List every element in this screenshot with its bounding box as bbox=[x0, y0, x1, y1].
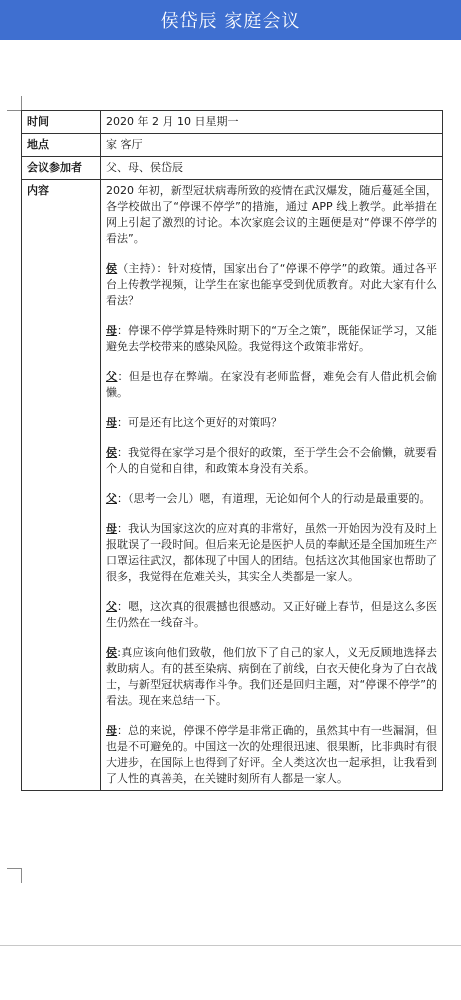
speaker-name: 母 bbox=[106, 324, 118, 337]
label-time: 时间 bbox=[22, 111, 101, 134]
table-row-participants bbox=[22, 157, 443, 180]
speaker-name: 父 bbox=[106, 492, 117, 505]
paragraph-text: ：可是还有比这个更好的对策吗？ bbox=[117, 416, 282, 429]
speaker-name: 侯 bbox=[106, 446, 118, 459]
content-cell bbox=[101, 180, 443, 791]
value-participants: 父、母、侯岱辰 bbox=[101, 157, 443, 180]
speaker-name: 母 bbox=[106, 724, 118, 737]
value-place: 家 客厅 bbox=[101, 134, 443, 157]
dialogue-paragraph bbox=[106, 261, 437, 309]
meeting-table bbox=[21, 110, 443, 791]
table-row-place bbox=[22, 134, 443, 157]
value-time: 2020 年 2 月 10 日星期一 bbox=[101, 111, 443, 134]
speaker-name: 侯 bbox=[106, 646, 118, 659]
paragraph-text: ：我觉得在家学习是个很好的政策，至于学生会不会偷懒，就要看个人的自觉和自律，和政策本身没有关系。 bbox=[106, 446, 438, 475]
dialogue-paragraph bbox=[106, 415, 437, 431]
app-header bbox=[0, 0, 461, 40]
paragraph-text: （主持）：针对疫情，国家出台了“停课不停学”的政策。通过各平台上传教学视频，让学生在家也能享受到优质教育。对此大家有什么看法？ bbox=[106, 262, 437, 307]
paragraph-text: ：总的来说，停课不停学是非常正确的，虽然其中有一些漏洞，但也是不可避免的。中国这一次的处理很迅速、很果断，比非典时有很大进步，在国际上也得到了好评。全人类这次也一起承担，让我看到了人性的真善美，在关键时刻所有人都是一家人。 bbox=[106, 724, 438, 785]
paragraph-text: ：但是也存在弊端。在家没有老师监督，难免会有人借此机会偷懒。 bbox=[106, 370, 438, 399]
paragraph-text: ：我认为国家这次的应对真的非常好，虽然一开始因为没有及时上报耽误了一段时间。但后来无论是医护人员的奉献还是全国加班生产口罩运往武汉，都体现了中国人的团结。包括这次其他国家也帮助了很多，我觉得在危难关头，其实全人类都是一家人。 bbox=[106, 522, 438, 583]
label-participants: 会议参加者 bbox=[22, 157, 101, 180]
table-row-time bbox=[22, 111, 443, 134]
label-content: 内容 bbox=[22, 180, 101, 791]
dialogue-paragraph bbox=[106, 723, 437, 787]
crop-mark-bottom bbox=[7, 868, 22, 883]
speaker-name: 父 bbox=[106, 370, 118, 383]
speaker-name: 父 bbox=[106, 600, 118, 613]
speaker-name: 母 bbox=[106, 522, 118, 535]
paragraph-text: 2020 年初，新型冠状病毒所致的疫情在武汉爆发，随后蔓延全国，各学校做出了“停课不停学”的措施，通过 APP 线上教学。此举措在网上引起了激烈的讨论。本次家庭会议的主题便是对“停课不停学的看法”。 bbox=[106, 184, 437, 245]
speaker-name: 侯 bbox=[106, 262, 118, 275]
paragraph-text: :真应该向他们致敬，他们放下了自己的家人，义无反顾地选择去救助病人。有的甚至染病、病倒在了前线，白衣天使化身为了白衣战士，与新型冠状病毒作斗争。我们还是回归主题，对“停课不停学”的看法。现在来总结一下。 bbox=[106, 646, 437, 707]
paragraph-text: ：停课不停学算是特殊时期下的“万全之策”，既能保证学习，又能避免去学校带来的感染风险。我觉得这个政策非常好。 bbox=[106, 324, 438, 353]
speaker-name: 母 bbox=[106, 416, 117, 429]
dialogue-paragraph bbox=[106, 369, 437, 401]
paragraph-text: ：嗯，这次真的很震撼也很感动。又正好碰上春节，但是这么多医生仍然在一线奋斗。 bbox=[106, 600, 438, 629]
table-row-content bbox=[22, 180, 443, 791]
page-divider bbox=[0, 945, 461, 946]
dialogue-paragraph bbox=[106, 599, 437, 631]
dialogue-paragraph bbox=[106, 323, 437, 355]
dialogue-paragraph bbox=[106, 491, 437, 507]
dialogue-paragraph bbox=[106, 521, 437, 585]
dialogue-paragraph bbox=[106, 445, 437, 477]
label-place: 地点 bbox=[22, 134, 101, 157]
paragraph-text: ：（思考一会儿）嗯，有道理，无论如何个人的行动是最重要的。 bbox=[117, 492, 431, 505]
crop-mark-top bbox=[7, 96, 22, 111]
document-title: 侯岱辰 家庭会议 bbox=[160, 11, 301, 32]
intro-paragraph bbox=[106, 183, 437, 247]
dialogue-paragraph bbox=[106, 645, 437, 709]
